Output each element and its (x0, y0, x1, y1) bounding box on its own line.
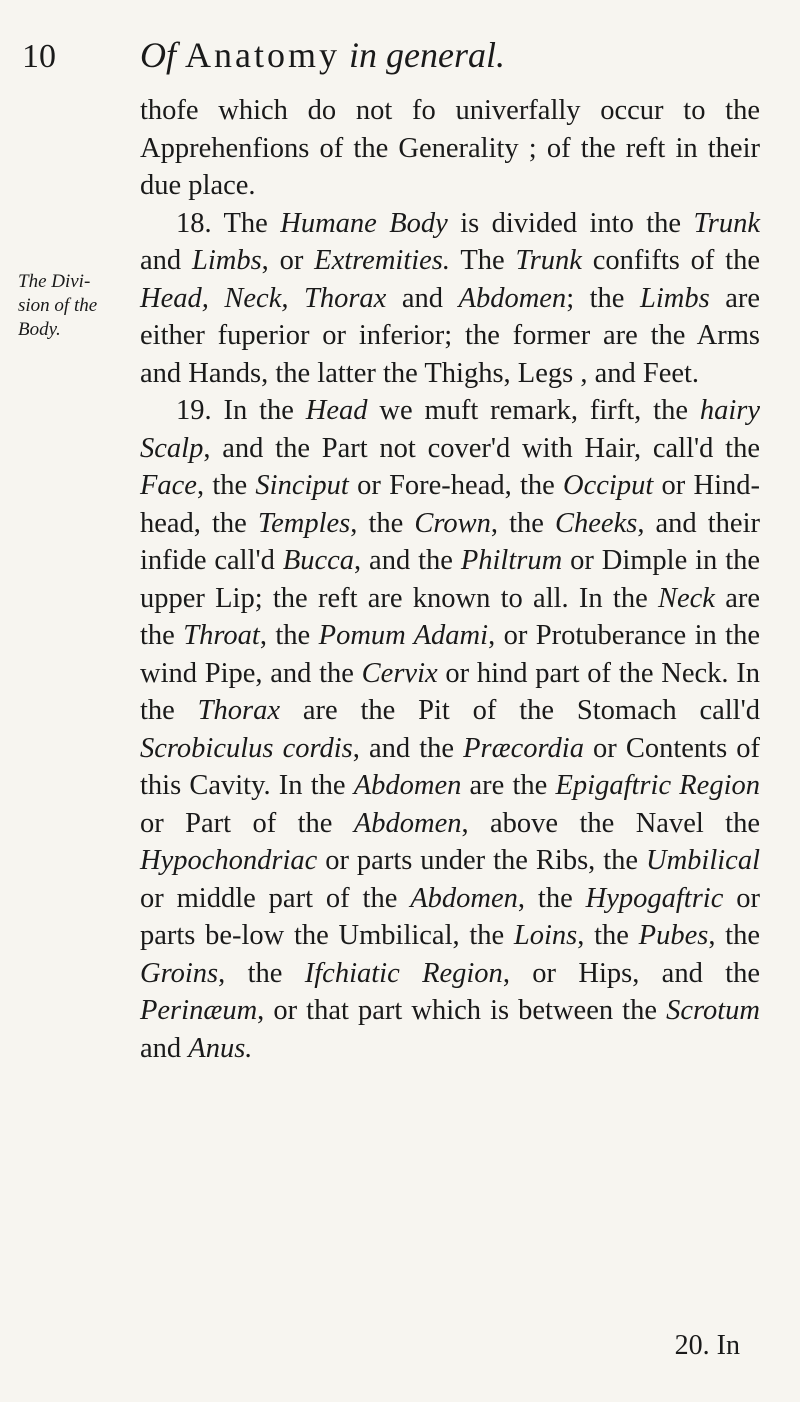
text-run: , above the Navel the (461, 807, 760, 839)
page-number: 10 (22, 38, 56, 75)
text-run: , the (350, 507, 415, 539)
text-run: are the (140, 582, 760, 651)
italic-term: Trunk (515, 245, 582, 276)
text-run: , or Hips, and the (502, 957, 760, 989)
italic-term: Sinciput (255, 470, 349, 501)
italic-term: Limbs (639, 282, 710, 314)
italic-term: Head (305, 395, 368, 426)
italic-term: Humane Body (280, 207, 448, 239)
text-run: or Fore-head, the (348, 470, 564, 501)
italic-term: Abdomen (410, 882, 518, 914)
text-run: , or Protuberance in the wind Pipe, and the (140, 620, 761, 689)
paragraph-18 (140, 205, 760, 393)
text-run: or Dimple in the upper Lip; the reft are known to all. In the (140, 545, 761, 614)
page-header (0, 28, 800, 88)
italic-term: Hypochondriac (140, 845, 318, 876)
text-run: , and their infide call'd (140, 507, 760, 576)
text-run: The (450, 245, 516, 276)
italic-term: Abdomen (353, 770, 462, 801)
italic-term: Ifchiatic Region (304, 957, 503, 989)
running-head-caps: Anatomy (185, 35, 340, 75)
italic-term: Umbilical (646, 845, 760, 876)
italic-term: Temples (257, 507, 351, 539)
italic-term: Crown (414, 507, 491, 539)
italic-term: Cervix (361, 657, 438, 689)
text-run: , the (218, 957, 305, 989)
italic-term: Abdomen (458, 282, 567, 314)
body-text (140, 92, 760, 1067)
text-run: and (140, 1032, 189, 1064)
text-run: , the (490, 507, 556, 539)
paragraph-continuation (140, 92, 760, 205)
text-run: , or (261, 245, 315, 276)
text-run: confifts of the (581, 245, 760, 276)
italic-term: Throat (183, 620, 260, 651)
text-run: , the (259, 620, 319, 651)
italic-term: Hypogaftric (585, 882, 724, 914)
italic-term: Head, Neck, Thorax (140, 282, 387, 314)
text-run: are the Pit of the Stomach call'd (280, 695, 760, 726)
text-run: , and the (354, 545, 461, 576)
italic-term: Thorax (197, 695, 280, 726)
italic-term: Scrotum (666, 995, 760, 1026)
italic-term: Neck (657, 582, 715, 614)
text-run: we muft remark, firft, the (367, 395, 700, 426)
text-run: or parts be-low the Umbilical, the (140, 882, 760, 951)
text-run: or Hind-head, the (140, 470, 760, 539)
italic-term: Pubes (638, 920, 709, 951)
italic-term: Groins (140, 957, 219, 989)
text-run: thofe which do not fo univerfally occur to the Apprehenfions of the Generality ; of the reft in their due place. (140, 95, 760, 201)
margin-note: The Divi- sion of the Body. (18, 271, 98, 340)
text-run: are either fuperior or inferior; the former are the Arms and Hands, the latter the Thighs, Legs , and Feet. (140, 282, 761, 389)
text-run: are the (461, 770, 556, 801)
text-run: , the (517, 882, 586, 914)
italic-term: Perinæum (140, 995, 258, 1026)
italic-term: Præcordia (463, 732, 584, 764)
italic-term: Epigaftric Region (555, 770, 760, 801)
text-run: or Part of the (140, 807, 354, 839)
italic-term: Face (140, 470, 197, 501)
text-run: and (386, 282, 459, 314)
italic-term: Philtrum (460, 545, 563, 576)
running-head-prefix: Of (140, 35, 176, 75)
italic-term: Limbs (191, 245, 262, 276)
italic-term: Pomum Adami (318, 620, 489, 651)
paragraph-19 (140, 392, 760, 1067)
text-run: , the (708, 920, 760, 951)
text-run: 19. In the (176, 395, 306, 426)
text-run: , and the Part not cover'd with Hair, call'd the (203, 432, 760, 464)
text-run: , or that part which is between the (257, 995, 667, 1026)
text-run: , the (196, 470, 256, 501)
italic-term: Extremities. (314, 245, 451, 276)
text-run: , the (577, 920, 639, 951)
italic-term: Trunk (693, 207, 761, 239)
italic-term: hairy Scalp (140, 395, 760, 464)
italic-term: Bucca (282, 545, 355, 576)
italic-term: Cheeks (555, 507, 638, 539)
text-run: 18. The (176, 207, 281, 239)
text-run: and (140, 245, 192, 276)
running-head (140, 34, 505, 76)
italic-term: Abdomen (353, 807, 462, 839)
text-run: or Contents of this Cavity. In the (140, 732, 761, 801)
running-head-suffix: in general. (348, 35, 505, 75)
text-run: , and the (352, 732, 464, 764)
italic-term: Scrobiculus cordis (140, 732, 353, 764)
text-run: is divided into the (447, 207, 694, 239)
text-run: or hind part of the Neck. In the (140, 657, 760, 726)
catchword: 20. In (674, 1330, 740, 1361)
text-run: or parts under the Ribs, the (317, 845, 646, 876)
italic-term: Loins (513, 920, 578, 951)
text-run: ; the (566, 282, 640, 314)
italic-term: Anus. (188, 1032, 253, 1064)
text-run: or middle part of the (140, 882, 411, 914)
italic-term: Occiput (563, 470, 654, 501)
